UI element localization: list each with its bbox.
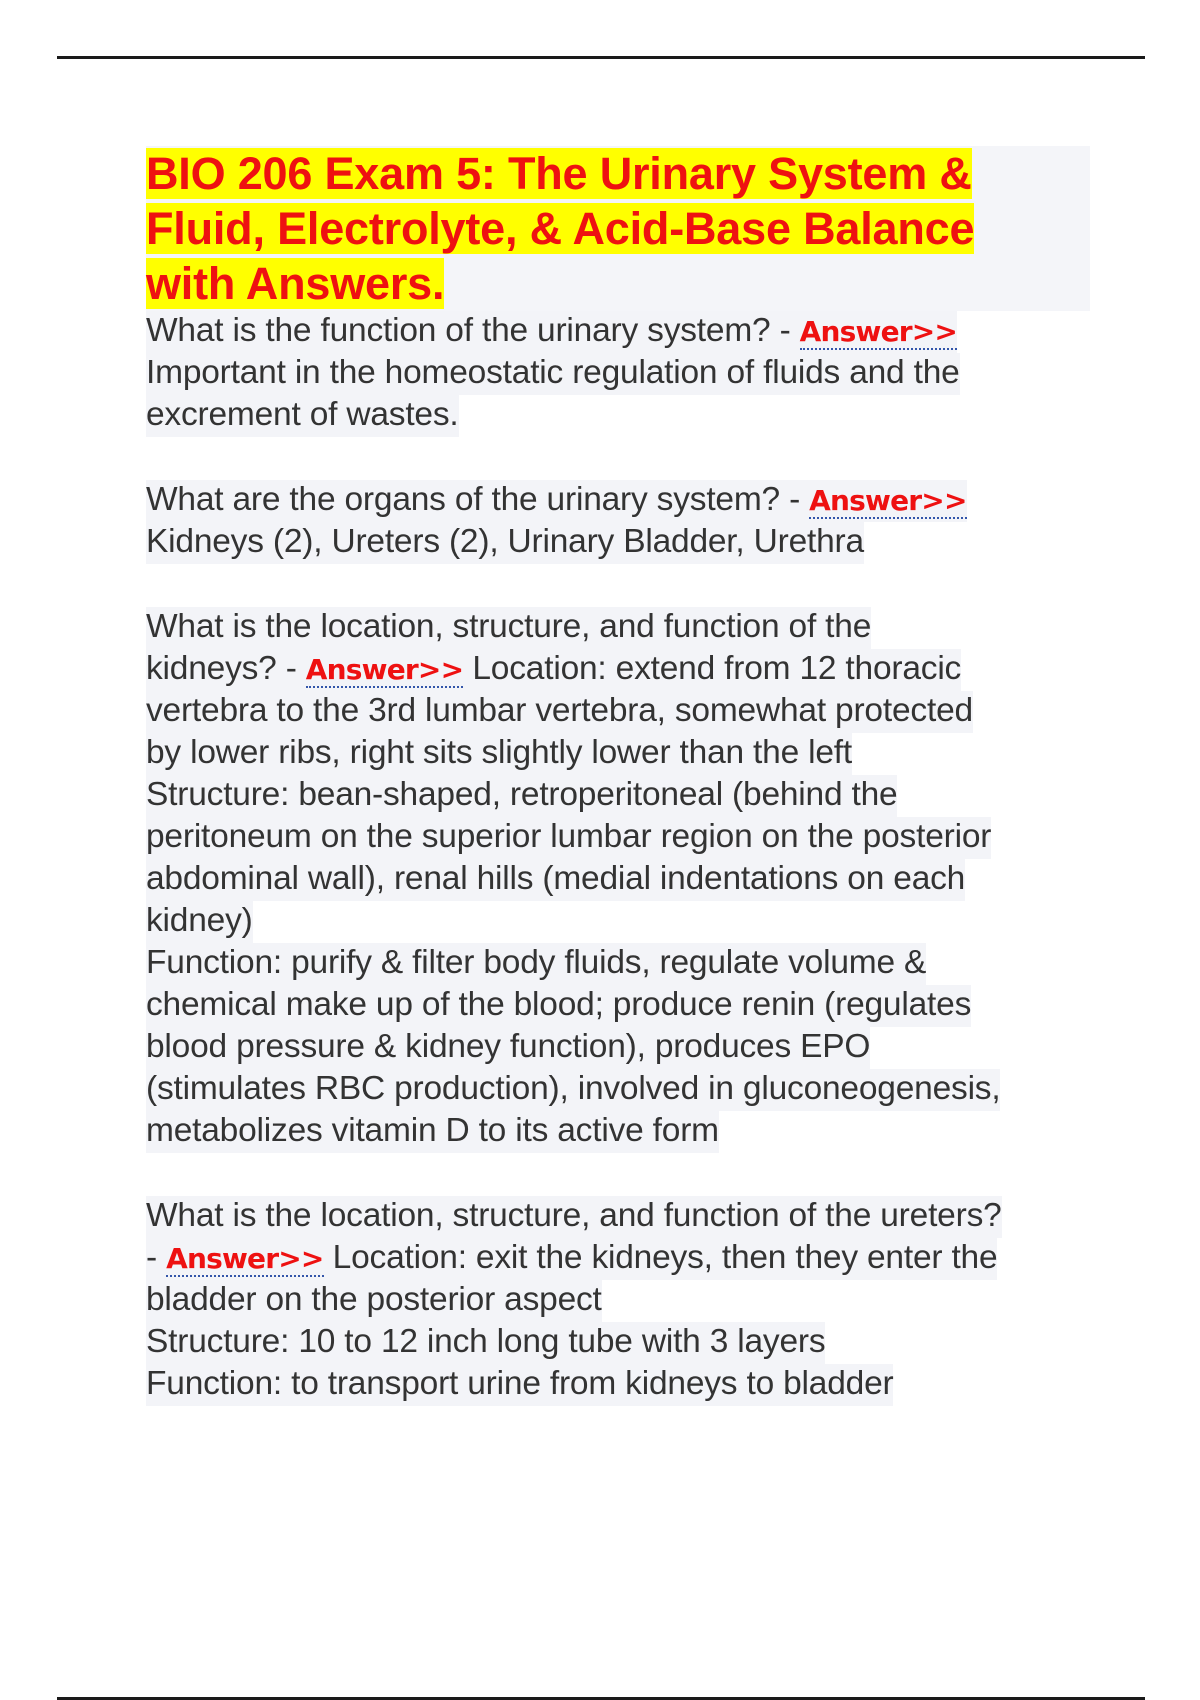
text-line-row (146, 395, 1096, 437)
text-line-row (146, 1238, 1096, 1280)
line-text: Structure: bean-shaped, retroperitoneal (behind the (146, 776, 898, 813)
text-line-row (146, 817, 1096, 859)
text-line (146, 649, 961, 691)
line-text-after-answer: Location: exit the kidneys, then they enter the (323, 1239, 998, 1276)
line-text: - (146, 1239, 167, 1276)
text-line-row (146, 775, 1096, 817)
qa-item (146, 1196, 1096, 1406)
document-title (146, 146, 1090, 311)
line-text: What is the location, structure, and function of the (146, 608, 872, 645)
answer-marker: Answer>> (809, 484, 967, 517)
text-line (146, 522, 864, 564)
line-text: vertebra to the 3rd lumbar vertebra, somewhat protected (146, 692, 973, 729)
text-line (146, 859, 965, 901)
text-line (146, 691, 973, 733)
text-line (146, 1238, 997, 1280)
document-body (146, 146, 1096, 1406)
line-text: Kidneys (2), Ureters (2), Urinary Bladder, Urethra (146, 523, 864, 560)
text-line (146, 1196, 1002, 1238)
title-line-2: Fluid, Electrolyte, & Acid-Base Balance (146, 203, 975, 254)
top-rule (57, 56, 1145, 59)
title-line-1: BIO 206 Exam 5: The Urinary System & (146, 148, 972, 199)
text-line-row (146, 1280, 1096, 1322)
text-line (146, 733, 852, 775)
text-line (146, 1322, 825, 1364)
text-line-row (146, 691, 1096, 733)
text-line (146, 1027, 870, 1069)
text-line (146, 311, 957, 353)
qa-list (146, 311, 1096, 1406)
line-text: What is the location, structure, and function of the ureters? (146, 1197, 1002, 1234)
text-line-row (146, 859, 1096, 901)
answer-marker: Answer>> (166, 1242, 324, 1275)
text-line-row (146, 1027, 1096, 1069)
text-line-row (146, 649, 1096, 691)
text-line (146, 943, 926, 985)
line-text: kidney) (146, 902, 253, 939)
answer-marker: Answer>> (799, 315, 958, 348)
qa-item (146, 311, 1096, 437)
answer-marker: Answer>> (305, 653, 464, 686)
line-text: metabolizes vitamin D to its active form (146, 1112, 719, 1149)
text-line-row (146, 943, 1096, 985)
line-text: Function: to transport urine from kidneys to bladder (146, 1365, 894, 1402)
line-text-after-answer: Location: extend from 12 thoracic (463, 650, 962, 687)
line-text: Function: purify & filter body fluids, regulate volume & (146, 944, 927, 981)
line-text: blood pressure & kidney function), produces EPO (146, 1028, 871, 1065)
line-text: (stimulates RBC production), involved in gluconeogenesis, (146, 1070, 1001, 1107)
text-line (146, 1069, 1000, 1111)
text-line-row (146, 311, 1096, 353)
text-line-row (146, 1364, 1096, 1406)
text-line-row (146, 733, 1096, 775)
line-text: kidneys? - (146, 650, 306, 687)
text-line (146, 985, 971, 1027)
line-text: Important in the homeostatic regulation of fluids and the (146, 354, 960, 391)
text-line-row (146, 607, 1096, 649)
line-text: bladder on the posterior aspect (146, 1281, 602, 1318)
text-line (146, 353, 960, 395)
text-line (146, 775, 897, 817)
text-line-row (146, 353, 1096, 395)
text-line (146, 817, 991, 859)
text-line-row (146, 480, 1096, 522)
text-line-row (146, 1111, 1096, 1153)
line-text: by lower ribs, right sits slightly lower than the left (146, 734, 853, 771)
text-line-row (146, 1196, 1096, 1238)
line-text: excrement of wastes. (146, 396, 459, 433)
text-line (146, 901, 253, 943)
text-line-row (146, 522, 1096, 564)
qa-item (146, 480, 1096, 564)
text-line (146, 1111, 719, 1153)
text-line-row (146, 1322, 1096, 1364)
qa-item (146, 607, 1096, 1153)
line-text: peritoneum on the superior lumbar region on the posterior (146, 818, 992, 855)
title-block (146, 146, 1090, 311)
text-line-row (146, 985, 1096, 1027)
text-line (146, 607, 871, 649)
text-line (146, 1280, 602, 1322)
line-text: What is the function of the urinary system? - (146, 312, 800, 349)
text-line (146, 480, 967, 522)
line-text: chemical make up of the blood; produce renin (regulates (146, 986, 972, 1023)
line-text: abdominal wall), renal hills (medial indentations on each (146, 860, 966, 897)
text-line-row (146, 1069, 1096, 1111)
text-line (146, 1364, 893, 1406)
line-text: What are the organs of the urinary system? - (146, 481, 810, 518)
text-line (146, 395, 459, 437)
title-line-3: with Answers. (146, 258, 445, 309)
line-text: Structure: 10 to 12 inch long tube with 3 layers (146, 1323, 826, 1360)
text-line-row (146, 901, 1096, 943)
